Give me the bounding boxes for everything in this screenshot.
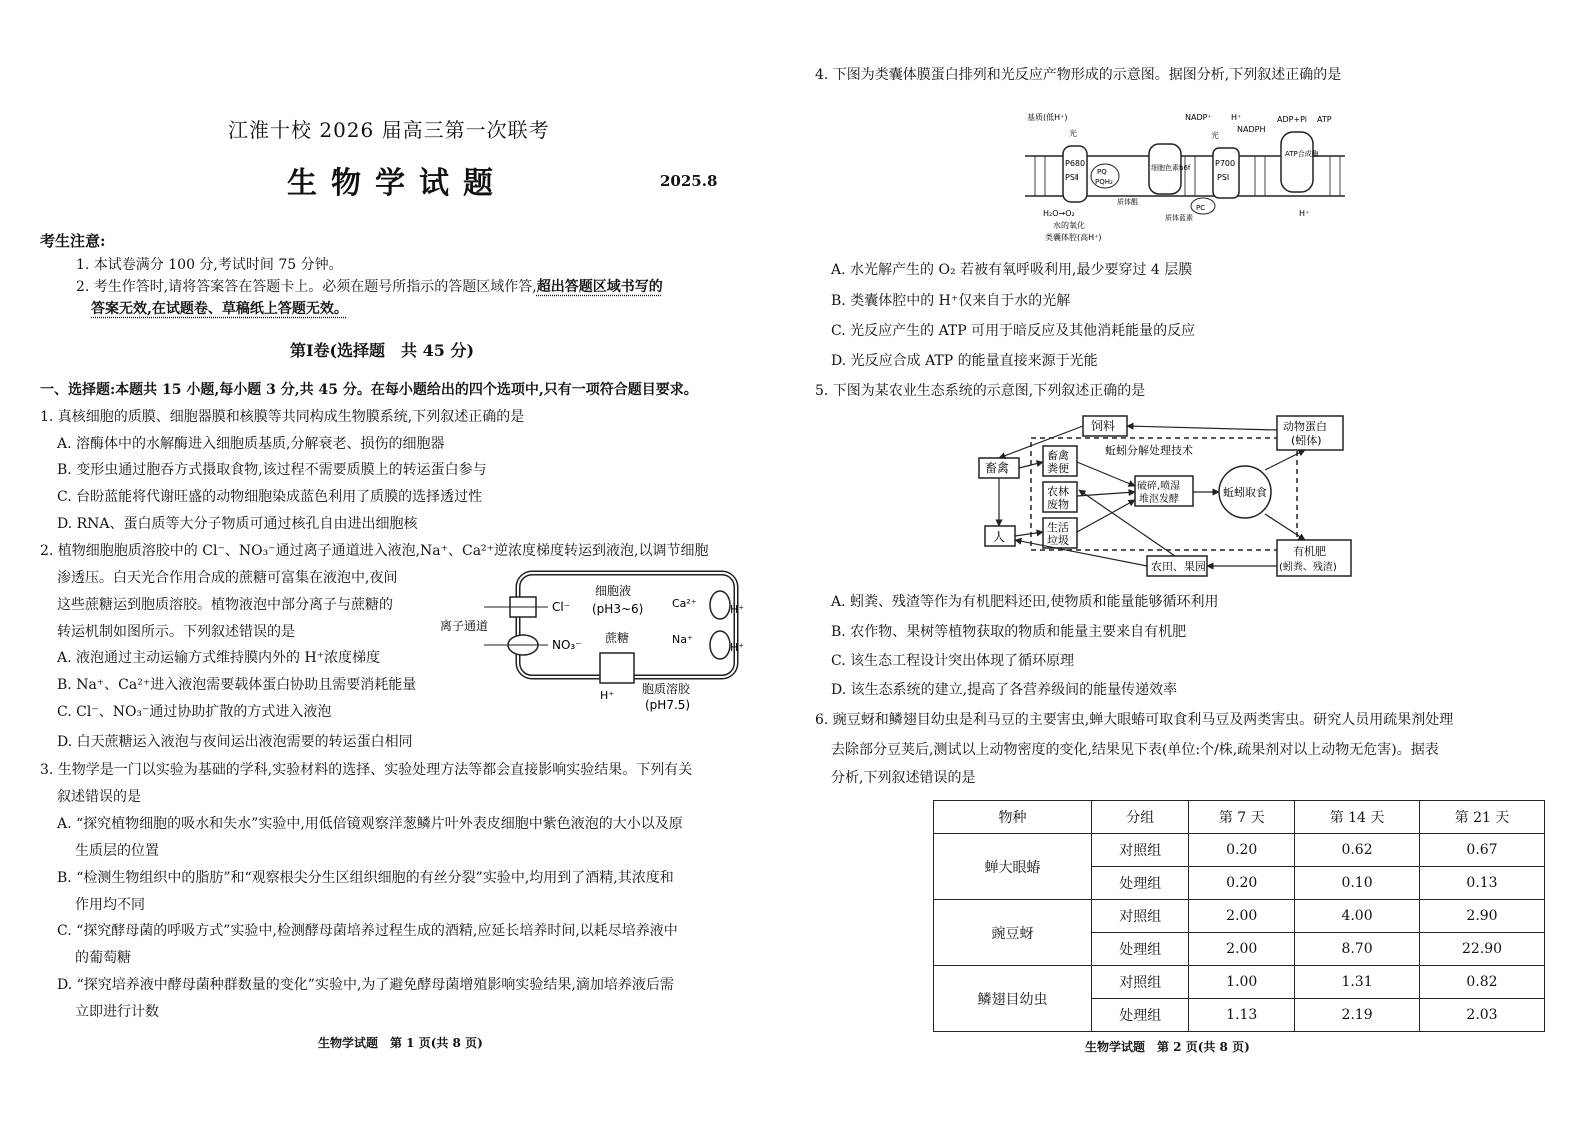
q2-option-c: C. Cl⁻、NO₃⁻通过协助扩散的方式进入液泡 [57, 704, 332, 720]
q4-option-a: A. 水光解产生的 O₂ 若被有氧呼吸利用,最少要穿过 4 层膜 [831, 262, 1193, 278]
vacuole-transport-diagram [440, 565, 750, 715]
q3-option-b-line1: B. “检测生物组织中的脂肪”和“观察根尖分生区组织细胞的有丝分裂”实验中,均用到了酒精,其浓度和 [57, 870, 674, 886]
q5-stem: 5. 下图为某农业生态系统的示意图,下列叙述正确的是 [815, 383, 1146, 399]
q5-option-a: A. 蚓粪、残渣等作为有机肥料还田,使物质和能量能够循环利用 [831, 594, 1219, 610]
table-row [934, 834, 1545, 867]
q5-option-d: D. 该生态系统的建立,提高了各营养级间的能量传递效率 [831, 682, 1178, 698]
manure-label-2: 粪便 [1047, 462, 1069, 475]
compost-label-2: 堆沤发酵 [1139, 494, 1179, 505]
value-cell: 22.90 [1420, 933, 1545, 966]
garbage-label-1: 生活 [1047, 521, 1069, 534]
p700-label: P700 [1215, 159, 1236, 168]
livestock-label: 畜禽 [985, 461, 1010, 475]
table-header-row [934, 801, 1545, 834]
q2-option-a: A. 液泡通过主动运输方式维持膜内外的 H⁺浓度梯度 [57, 650, 381, 666]
exam-page-2 [795, 0, 1587, 1122]
q2-option-d: D. 白天蔗糖运入液泡与夜间运出液泡需要的转运蛋白相同 [57, 734, 413, 750]
group-cell: 处理组 [1092, 999, 1189, 1032]
ion-channel-label: 离子通道 [440, 619, 489, 633]
value-cell: 2.19 [1295, 999, 1420, 1032]
q4-option-b: B. 类囊体腔中的 H⁺仅来自于水的光解 [831, 293, 1071, 309]
q5-option-b: B. 农作物、果树等植物获取的物质和能量主要来自有机肥 [831, 624, 1187, 640]
cell-sap-ph-label: (pH3~6) [592, 602, 644, 616]
species-cell: 豌豆蚜 [934, 900, 1092, 966]
cl-label: Cl⁻ [552, 600, 571, 614]
q1-stem: 1. 真核细胞的质膜、细胞器膜和核膜等共同构成生物膜系统,下列叙述正确的是 [40, 409, 525, 425]
value-cell: 0.10 [1295, 867, 1420, 900]
nadph-label: NADPH [1237, 125, 1266, 134]
value-cell: 0.20 [1189, 867, 1295, 900]
section-intro: 一、选择题:本题共 15 小题,每小题 3 分,共 45 分。在每小题给出的四个选项中,只有一项符合题目要求。 [40, 382, 698, 398]
fertilizer-label-2: (蚓粪、残渣) [1279, 562, 1337, 573]
q1-option-a: A. 溶酶体中的水解酶进入细胞质基质,分解衰老、损伤的细胞器 [57, 436, 445, 452]
psi-label: PSⅠ [1217, 173, 1230, 182]
header-day21: 第 21 天 [1420, 801, 1545, 834]
lumen-label: 类囊体腔(高H⁺) [1045, 233, 1102, 242]
exam-date: 2025.8 [660, 172, 718, 190]
q5-option-c: C. 该生态工程设计突出体现了循环原理 [831, 653, 1075, 669]
value-cell: 2.03 [1420, 999, 1545, 1032]
tech-label: 蚯蚓分解处理技术 [1105, 444, 1193, 457]
q3-stem-line1: 3. 生物学是一门以实验为基础的学科,实验材料的选择、实验处理方法等都会直接影响实验结果。下列有关 [40, 762, 693, 778]
value-cell: 4.00 [1295, 900, 1420, 933]
pqh2-label: PQH₂ [1095, 178, 1113, 186]
notice-item-2-emphasis: 超出答题区域书写的 [536, 279, 663, 295]
h-label-stroma: H⁺ [1231, 113, 1242, 122]
h-label-2: H⁺ [730, 641, 745, 654]
animal-protein-label-1: 动物蛋白 [1283, 420, 1327, 433]
q1-option-c: C. 台盼蓝能将代谢旺盛的动物细胞染成蓝色利用了质膜的选择透过性 [57, 489, 483, 505]
water-label: H₂O→O₂ [1043, 209, 1075, 218]
q3-option-b-line2: 作用均不同 [75, 897, 145, 913]
cytosol-ph-label: (pH7.5) [645, 698, 691, 712]
atp-label: ATP [1317, 115, 1332, 124]
thylakoid-membrane-diagram [1025, 96, 1345, 246]
cytosol-label: 胞质溶胶 [642, 682, 691, 696]
value-cell: 0.82 [1420, 966, 1545, 999]
notice-item-1: 1. 本试卷满分 100 分,考试时间 75 分钟。 [76, 257, 343, 273]
manure-label-1: 畜禽 [1047, 449, 1069, 462]
h-label-lumen: H⁺ [1299, 209, 1310, 218]
species-cell: 鳞翅目幼虫 [934, 966, 1092, 1032]
exam-header: 江淮十校 2026 届高三第一次联考 [228, 118, 550, 142]
group-cell: 处理组 [1092, 867, 1189, 900]
value-cell: 0.20 [1189, 834, 1295, 867]
species-cell: 蝉大眼蝽 [934, 834, 1092, 900]
q3-option-c-line2: 的葡萄糖 [75, 950, 131, 966]
q3-option-a-line1: A. “探究植物细胞的吸水和失水”实验中,用低倍镜观察洋葱鳞片叶外表皮细胞中紫色液泡的大小以及原 [57, 816, 683, 832]
na-label: Na⁺ [672, 633, 693, 646]
notice-title: 考生注意: [40, 232, 106, 250]
agro-ecosystem-diagram [975, 410, 1355, 580]
q3-option-a-line2: 生质层的位置 [75, 843, 159, 859]
value-cell: 8.70 [1295, 933, 1420, 966]
exam-title: 生物学试题 [287, 166, 507, 201]
pc-label: PC [1196, 204, 1206, 212]
section-title: 第Ⅰ卷(选择题 共 45 分) [290, 341, 475, 360]
q3-option-c-line1: C. “探究酵母菌的呼吸方式”实验中,检测酵母菌培养过程生成的酒精,应延长培养时间,以耗尽培养液中 [57, 923, 678, 939]
q4-option-c: C. 光反应产生的 ATP 可用于暗反应及其他消耗能量的反应 [831, 323, 1196, 339]
q6-stem-line1: 6. 豌豆蚜和鳞翅目幼虫是利马豆的主要害虫,蝉大眼蝽可取食利马豆及两类害虫。研究人员用疏果剂处理 [815, 712, 1454, 728]
q2-option-b: B. Na⁺、Ca²⁺进入液泡需要载体蛋白协助且需要消耗能量 [57, 677, 417, 693]
cell-sap-label: 细胞液 [595, 584, 632, 598]
q6-stem-line2: 去除部分豆荚后,测试以上动物密度的变化,结果见下表(单位:个/株,疏果剂对以上动物无危害)。据表 [831, 742, 1439, 758]
na-antiporter [710, 631, 730, 659]
exam-page-1 [0, 0, 790, 1122]
field-label: 农田、果园 [1151, 560, 1206, 573]
ca-label: Ca²⁺ [672, 597, 697, 610]
atp-synthase [1281, 132, 1313, 192]
q2-stem-line3: 这些蔗糖运到胞质溶胶。植物液泡中部分离子与蔗糖的 [57, 597, 393, 613]
q2-stem-line2: 渗透压。白天光合作用合成的蔗糖可富集在液泡中,夜间 [57, 570, 398, 586]
value-cell: 0.62 [1295, 834, 1420, 867]
value-cell: 2.90 [1420, 900, 1545, 933]
group-cell: 处理组 [1092, 933, 1189, 966]
human-label: 人 [993, 530, 1006, 544]
h-label-3: H⁺ [600, 689, 615, 702]
q3-option-d-line1: D. “探究培养液中酵母菌种群数量的变化”实验中,为了避免酵母菌增殖影响实验结果,滴加培养液后需 [57, 977, 674, 993]
value-cell: 0.67 [1420, 834, 1545, 867]
psii-label: PSⅡ [1065, 173, 1079, 182]
animal-protein-label-2: (蚓体) [1291, 434, 1322, 447]
q6-stem-line3: 分析,下列叙述错误的是 [831, 770, 976, 786]
atpase-label: ATP合成酶 [1285, 150, 1319, 158]
q3-stem-line2: 叙述错误的是 [57, 789, 141, 805]
q4-stem: 4. 下图为类囊体膜蛋白排列和光反应产物形成的示意图。据图分析,下列叙述正确的是 [815, 67, 1342, 83]
waste-label-1: 农林 [1047, 485, 1069, 498]
page-footer-2: 生物学试题 第 2 页(共 8 页) [1085, 1040, 1250, 1054]
feed-label: 饲料 [1091, 419, 1116, 433]
sucrose-transporter [600, 653, 634, 683]
sucrose-label: 蔗糖 [605, 631, 630, 645]
header-day7: 第 7 天 [1189, 801, 1295, 834]
header-group: 分组 [1092, 801, 1189, 834]
plastocyanin-label: 质体蓝素 [1165, 214, 1193, 222]
no3-label: NO₃⁻ [552, 638, 582, 652]
notice-item-2-cont: 答案无效,在试题卷、草稿纸上答题无效。 [91, 301, 348, 317]
light-label-2: 光 [1211, 131, 1219, 140]
value-cell: 0.13 [1420, 867, 1545, 900]
waste-label-2: 废物 [1047, 498, 1069, 511]
group-cell: 对照组 [1092, 900, 1189, 933]
fertilizer-label-1: 有机肥 [1293, 545, 1326, 558]
q3-option-d-line2: 立即进行计数 [75, 1004, 159, 1020]
earthworm-label: 蚯蚓取食 [1223, 486, 1267, 499]
q1-option-d: D. RNA、蛋白质等大分子物质可通过核孔自由进出细胞核 [57, 516, 418, 532]
group-cell: 对照组 [1092, 966, 1189, 999]
value-cell: 2.00 [1189, 900, 1295, 933]
notice-item-2-text: 2. 考生作答时,请将答案答在答题卡上。必须在题号所指示的答题区域作答, [76, 279, 537, 295]
page-footer-1: 生物学试题 第 1 页(共 8 页) [318, 1036, 483, 1050]
nadp-label: NADP⁺ [1185, 113, 1212, 122]
light-label-1: 光 [1069, 129, 1077, 138]
pq-label: PQ [1097, 168, 1107, 176]
value-cell: 2.00 [1189, 933, 1295, 966]
ca-antiporter [710, 591, 730, 619]
value-cell: 1.00 [1189, 966, 1295, 999]
header-species: 物种 [934, 801, 1092, 834]
h-label-1: H⁺ [730, 603, 745, 616]
stroma-label: 基质(低H⁺) [1027, 113, 1068, 122]
header-day14: 第 14 天 [1295, 801, 1420, 834]
cyt-label: 细胞色素b6f [1151, 164, 1191, 172]
water-note-label: 水的氧化 [1053, 221, 1085, 230]
value-cell: 1.13 [1189, 999, 1295, 1032]
q1-option-b: B. 变形虫通过胞吞方式摄取食物,该过程不需要质膜上的转运蛋白参与 [57, 462, 487, 478]
adp-label: ADP+Pi [1277, 115, 1308, 124]
table-row [934, 966, 1545, 999]
compost-label-1: 破碎,喷湿 [1137, 481, 1181, 492]
p680-label: P680 [1065, 159, 1086, 168]
q2-stem-line1: 2. 植物细胞胞质溶胶中的 Cl⁻、NO₃⁻通过离子通道进入液泡,Na⁺、Ca²⁺逆浓度梯度转运到液泡,以调节细胞 [40, 543, 709, 559]
plastoquinone-label: 质体醌 [1117, 198, 1138, 206]
table-row [934, 900, 1545, 933]
q2-stem-line4: 转运机制如图所示。下列叙述错误的是 [57, 624, 295, 640]
q4-option-d: D. 光反应合成 ATP 的能量直接来源于光能 [831, 353, 1098, 369]
group-cell: 对照组 [1092, 834, 1189, 867]
garbage-label-2: 垃圾 [1047, 534, 1069, 547]
value-cell: 1.31 [1295, 966, 1420, 999]
density-table [933, 800, 1545, 1032]
